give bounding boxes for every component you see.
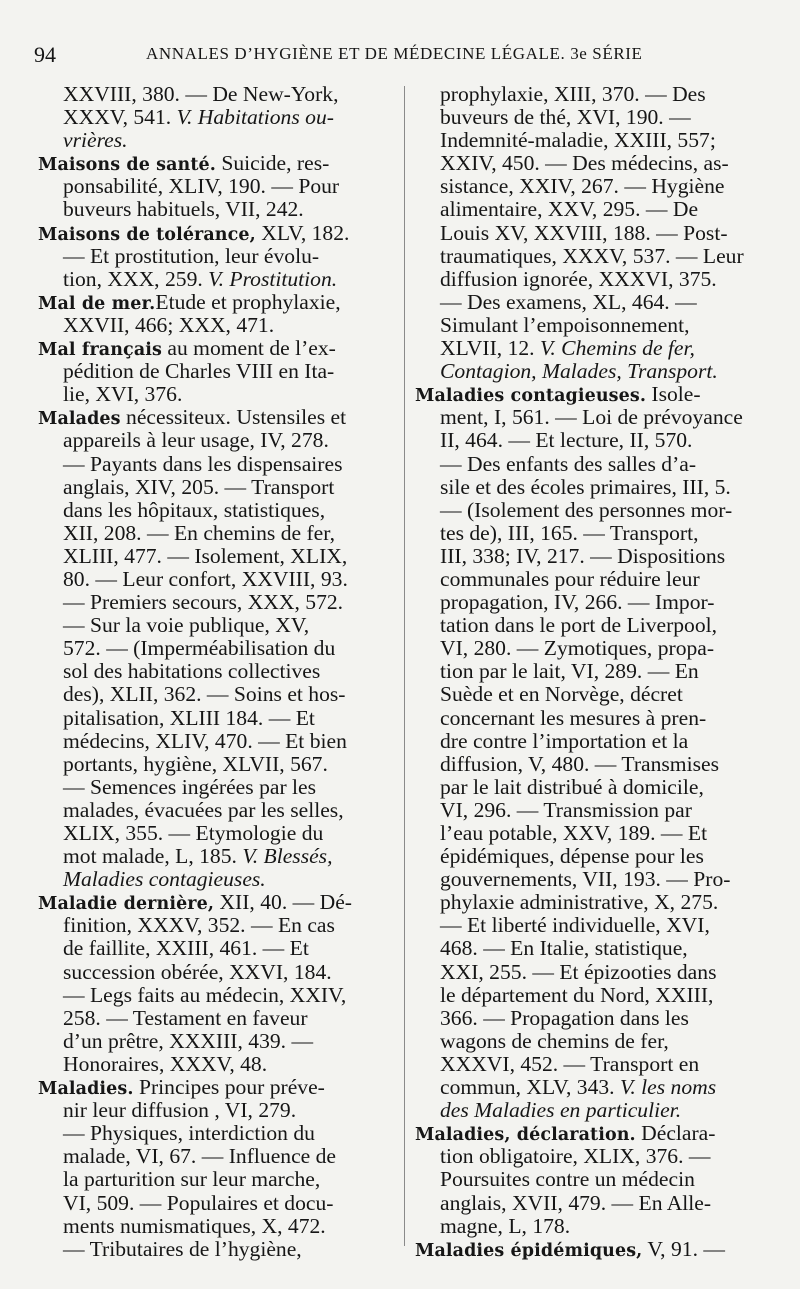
entry-text: XII, 40. — Dé- bbox=[214, 890, 352, 915]
index-line bbox=[38, 198, 394, 221]
entry-text: tation dans le port de Liverpool, bbox=[440, 613, 718, 638]
index-line bbox=[415, 822, 773, 845]
entry-text: XLIII, 477. — Isolement, XLIX, bbox=[63, 543, 348, 568]
entry-text: ments numismatiques, X, 472. bbox=[63, 1213, 326, 1238]
index-line bbox=[415, 522, 773, 545]
entry-text: buveurs habituels, VII, 242. bbox=[63, 197, 304, 222]
index-line bbox=[38, 730, 394, 753]
entry-text: sile et des écoles primaires, III, 5. bbox=[440, 474, 731, 499]
entry-text: 80. — Leur confort, XXVIII, 93. bbox=[63, 566, 348, 591]
entry-text: V, 91. — bbox=[642, 1236, 725, 1261]
entry-text: propagation, IV, 266. — Impor- bbox=[440, 590, 715, 615]
entry-text: 572. — (Imperméabilisation du bbox=[63, 636, 336, 661]
cross-reference: V. Habitations ou- bbox=[176, 105, 334, 130]
entry-text: d’un prêtre, XXXIII, 439. — bbox=[63, 1028, 314, 1053]
index-line bbox=[415, 961, 773, 984]
entry-text: diffusion, V, 480. — Transmises bbox=[440, 751, 719, 776]
entry-text: dre contre l’importation et la bbox=[440, 728, 689, 753]
entry-text: — Semences ingérées par les bbox=[63, 774, 317, 799]
entry-text: — Tributaires de l’hygiène, bbox=[63, 1236, 302, 1261]
entry-text: médecins, XLIV, 470. — Et bien bbox=[63, 728, 347, 753]
entry-text: dans les hôpitaux, statistiques, bbox=[63, 497, 326, 522]
index-line bbox=[38, 83, 394, 106]
entry-text: pédition de Charles VIII en Ita- bbox=[63, 359, 335, 384]
entry-text: traumatiques, XXXV, 537. — Leur bbox=[440, 243, 744, 268]
index-line bbox=[415, 753, 773, 776]
entry-text: II, 464. — Et lecture, II, 570. bbox=[440, 428, 693, 453]
entry-text: nécessiteux. Ustensiles et bbox=[120, 405, 347, 430]
index-line bbox=[38, 660, 394, 683]
page-header bbox=[34, 42, 774, 72]
index-line bbox=[415, 314, 773, 337]
entry-text: VI, 509. — Populaires et docu- bbox=[63, 1190, 334, 1215]
entry-text: épidémiques, dépense pour les bbox=[440, 844, 704, 869]
index-line bbox=[415, 868, 773, 891]
cross-reference: des Maladies en particulier. bbox=[440, 1098, 682, 1123]
entry-text: XXXVI, 452. — Transport en bbox=[440, 1051, 700, 1076]
index-line bbox=[415, 1030, 773, 1053]
entry-text: — Legs faits au médecin, XXIV, bbox=[63, 982, 347, 1007]
column-divider bbox=[404, 86, 405, 1246]
entry-text: 366. — Propagation dans les bbox=[440, 1005, 689, 1030]
index-line bbox=[38, 1168, 394, 1191]
entry-text: Principes pour préve- bbox=[133, 1075, 325, 1100]
index-line bbox=[415, 707, 773, 730]
index-entry-line bbox=[38, 222, 394, 245]
index-line bbox=[415, 222, 773, 245]
index-entry-line bbox=[415, 1122, 773, 1145]
cross-reference: V. les noms bbox=[619, 1075, 717, 1100]
entry-text: Etude et prophylaxie, bbox=[155, 289, 341, 314]
entry-text: des), XLII, 362. — Soins et hos- bbox=[63, 682, 346, 707]
index-line bbox=[38, 268, 394, 291]
entry-text: l’eau potable, XXV, 189. — Et bbox=[440, 821, 708, 845]
entry-keyword: Maladies épidémiques, bbox=[415, 1240, 643, 1261]
index-line bbox=[415, 637, 773, 660]
index-line bbox=[38, 1192, 394, 1215]
entry-keyword: Maladie dernière, bbox=[38, 894, 215, 915]
entry-text: magne, L, 178. bbox=[440, 1213, 571, 1238]
index-line bbox=[38, 129, 394, 152]
cross-reference: vrières. bbox=[63, 128, 128, 153]
index-line bbox=[38, 937, 394, 960]
index-line bbox=[415, 1007, 773, 1030]
running-title: ANNALES D’HYGIÈNE ET DE MÉDECINE LÉGALE. 3e SÉRIE bbox=[146, 44, 643, 63]
index-line bbox=[38, 845, 394, 868]
index-line bbox=[38, 637, 394, 660]
entry-text: de faillite, XXIII, 461. — Et bbox=[63, 936, 309, 961]
entry-text: au moment de l’ex- bbox=[161, 336, 336, 361]
index-entry-line bbox=[415, 1238, 773, 1261]
cross-reference: Contagion, Malades, Transport. bbox=[440, 359, 718, 384]
entry-text: anglais, XIV, 205. — Transport bbox=[63, 474, 335, 499]
index-line bbox=[415, 476, 773, 499]
index-line bbox=[415, 198, 773, 221]
entry-text: Louis XV, XXVIII, 188. — Post- bbox=[440, 220, 728, 245]
entry-text: Suède et en Norvège, décret bbox=[440, 682, 683, 707]
entry-text: — Physiques, interdiction du bbox=[63, 1121, 315, 1146]
index-line bbox=[38, 868, 394, 891]
entry-text: finition, XXXV, 352. — En cas bbox=[63, 913, 335, 938]
index-line bbox=[38, 545, 394, 568]
entry-text: succession obérée, XXVI, 184. bbox=[63, 959, 332, 984]
entry-text: gouvernements, VII, 193. — Pro- bbox=[440, 867, 731, 892]
index-line bbox=[415, 1168, 773, 1191]
entry-keyword: Maladies contagieuses. bbox=[415, 386, 647, 407]
entry-text: — Payants dans les dispensaires bbox=[63, 451, 343, 476]
index-line bbox=[38, 1215, 394, 1238]
entry-text: — Premiers secours, XXX, 572. bbox=[63, 590, 344, 615]
index-line bbox=[415, 175, 773, 198]
index-line bbox=[415, 776, 773, 799]
index-line bbox=[415, 937, 773, 960]
cross-reference: V. Blessés, bbox=[242, 844, 333, 869]
index-line bbox=[415, 83, 773, 106]
index-line bbox=[415, 360, 773, 383]
entry-text: Suicide, res- bbox=[215, 151, 330, 176]
entry-text: XXXV, 541. bbox=[63, 105, 177, 130]
entry-text: appareils à leur usage, IV, 278. bbox=[63, 428, 329, 453]
entry-keyword: Maisons de santé. bbox=[38, 155, 216, 176]
entry-text: XLVII, 12. bbox=[440, 336, 540, 361]
entry-text: communales pour réduire leur bbox=[440, 566, 700, 591]
entry-text: lie, XVI, 376. bbox=[63, 382, 183, 407]
entry-text: Déclara- bbox=[635, 1121, 716, 1146]
entry-text: VI, 280. — Zymotiques, propa- bbox=[440, 636, 715, 661]
entry-text: diffusion ignorée, XXXVI, 375. bbox=[440, 266, 717, 291]
entry-keyword: Maladies, déclaration. bbox=[415, 1125, 636, 1146]
index-line bbox=[38, 476, 394, 499]
index-line bbox=[38, 1238, 394, 1261]
index-line bbox=[415, 568, 773, 591]
index-line bbox=[415, 152, 773, 175]
right-column bbox=[415, 83, 773, 1261]
entry-text: tes de), III, 165. — Transport, bbox=[440, 520, 699, 545]
entry-text: ponsabilité, XLIV, 190. — Pour bbox=[63, 174, 340, 199]
index-line bbox=[415, 1215, 773, 1238]
index-line bbox=[38, 683, 394, 706]
index-line bbox=[415, 245, 773, 268]
entry-text: commun, XLV, 343. bbox=[440, 1075, 620, 1100]
entry-text: portants, hygiène, XLVII, 567. bbox=[63, 751, 328, 776]
entry-text: ment, I, 561. — Loi de prévoyance bbox=[440, 405, 743, 430]
index-line bbox=[415, 406, 773, 429]
index-line bbox=[415, 453, 773, 476]
index-line bbox=[415, 1099, 773, 1122]
index-line bbox=[38, 914, 394, 937]
entry-text: pitalisation, XLIII 184. — Et bbox=[63, 705, 315, 730]
index-line bbox=[415, 291, 773, 314]
entry-text: — Des examens, XL, 464. — bbox=[440, 289, 697, 314]
entry-text: XLIX, 355. — Etymologie du bbox=[63, 821, 324, 845]
entry-text: 258. — Testament en faveur bbox=[63, 1005, 308, 1030]
entry-text: — Sur la voie publique, XV, bbox=[63, 613, 310, 638]
index-line bbox=[415, 683, 773, 706]
entry-text: Isole- bbox=[646, 382, 701, 407]
entry-text: concernant les mesures à pren- bbox=[440, 705, 707, 730]
entry-text: XXI, 255. — Et épizooties dans bbox=[440, 959, 717, 984]
index-line bbox=[38, 961, 394, 984]
entry-keyword: Mal de mer. bbox=[38, 293, 156, 314]
cross-reference: Maladies contagieuses. bbox=[63, 867, 266, 892]
index-line bbox=[415, 984, 773, 1007]
index-line bbox=[415, 106, 773, 129]
index-line bbox=[38, 1053, 394, 1076]
entry-text: la parturition sur leur marche, bbox=[63, 1167, 321, 1192]
entry-text: prophylaxie, XIII, 370. — Des bbox=[440, 82, 706, 106]
entry-text: wagons de chemins de fer, bbox=[440, 1028, 669, 1053]
index-entry-line bbox=[38, 406, 394, 429]
entry-text: Poursuites contre un médecin bbox=[440, 1167, 695, 1192]
entry-text: tion par le lait, VI, 289. — En bbox=[440, 659, 699, 684]
index-line bbox=[415, 799, 773, 822]
entry-text: le département du Nord, XXIII, bbox=[440, 982, 714, 1007]
entry-text: — Et liberté individuelle, XVI, bbox=[440, 913, 710, 938]
entry-text: XXIV, 450. — Des médecins, as- bbox=[440, 151, 729, 176]
entry-keyword: Maladies. bbox=[38, 1079, 134, 1100]
index-line bbox=[38, 776, 394, 799]
page-number: 94 bbox=[34, 42, 56, 67]
index-line bbox=[38, 591, 394, 614]
index-line bbox=[38, 1099, 394, 1122]
index-line bbox=[38, 984, 394, 1007]
entry-text: buveurs de thé, XVI, 190. — bbox=[440, 105, 691, 130]
index-line bbox=[38, 753, 394, 776]
index-line bbox=[38, 1030, 394, 1053]
entry-text: VI, 296. — Transmission par bbox=[440, 797, 692, 822]
index-line bbox=[415, 914, 773, 937]
cross-reference: V. Prostitution. bbox=[208, 266, 338, 291]
index-line bbox=[415, 845, 773, 868]
entry-text: nir leur diffusion , VI, 279. bbox=[63, 1098, 297, 1123]
index-line bbox=[38, 314, 394, 337]
entry-text: par le lait distribué à domicile, bbox=[440, 774, 704, 799]
index-entry-line bbox=[38, 152, 394, 175]
index-line bbox=[38, 499, 394, 522]
index-line bbox=[415, 499, 773, 522]
entry-text: anglais, XVII, 479. — En Alle- bbox=[440, 1190, 712, 1215]
index-line bbox=[38, 175, 394, 198]
entry-keyword: Malades bbox=[38, 409, 121, 430]
entry-text: XLV, 182. bbox=[255, 220, 350, 245]
index-line bbox=[415, 545, 773, 568]
index-line bbox=[415, 1145, 773, 1168]
index-line bbox=[415, 891, 773, 914]
index-entry-line bbox=[38, 891, 394, 914]
entry-text: — (Isolement des personnes mor- bbox=[440, 497, 733, 522]
index-line bbox=[38, 106, 394, 129]
index-line bbox=[38, 1122, 394, 1145]
entry-keyword: Maisons de tolérance, bbox=[38, 224, 256, 245]
index-line bbox=[38, 1145, 394, 1168]
entry-text: Simulant l’empoisonnement, bbox=[440, 312, 690, 337]
entry-text: XII, 208. — En chemins de fer, bbox=[63, 520, 335, 545]
entry-text: 468. — En Italie, statistique, bbox=[440, 936, 688, 961]
index-line bbox=[415, 591, 773, 614]
index-line bbox=[415, 1053, 773, 1076]
index-line bbox=[415, 660, 773, 683]
index-entry-line bbox=[38, 1076, 394, 1099]
index-line bbox=[415, 129, 773, 152]
index-line bbox=[415, 730, 773, 753]
index-line bbox=[38, 799, 394, 822]
left-column bbox=[38, 83, 394, 1261]
entry-text: sistance, XXIV, 267. — Hygiène bbox=[440, 174, 725, 199]
entry-text: — Des enfants des salles d’a- bbox=[440, 451, 697, 476]
index-line bbox=[38, 614, 394, 637]
entry-text: alimentaire, XXV, 295. — De bbox=[440, 197, 699, 222]
entry-keyword: Mal français bbox=[38, 340, 162, 361]
entry-text: tion, XXX, 259. bbox=[63, 266, 209, 291]
entry-text: Indemnité-maladie, XXIII, 557; bbox=[440, 128, 716, 153]
index-line bbox=[38, 429, 394, 452]
entry-text: malade, VI, 67. — Influence de bbox=[63, 1144, 337, 1169]
index-line bbox=[415, 614, 773, 637]
index-line bbox=[38, 707, 394, 730]
entry-text: malades, évacuées par les selles, bbox=[63, 797, 344, 822]
entry-text: III, 338; IV, 217. — Dispositions bbox=[440, 543, 726, 568]
index-line bbox=[38, 1007, 394, 1030]
index-entry-line bbox=[415, 383, 773, 406]
index-entry-line bbox=[38, 291, 394, 314]
entry-text: phylaxie administrative, X, 275. bbox=[440, 890, 719, 915]
index-line bbox=[38, 568, 394, 591]
index-line bbox=[415, 337, 773, 360]
index-line bbox=[38, 522, 394, 545]
index-line bbox=[38, 822, 394, 845]
cross-reference: V. Chemins de fer, bbox=[539, 336, 695, 361]
index-line bbox=[38, 383, 394, 406]
entry-text: — Et prostitution, leur évolu- bbox=[63, 243, 320, 268]
index-line bbox=[415, 429, 773, 452]
entry-text: sol des habitations collectives bbox=[63, 659, 321, 684]
index-line bbox=[38, 453, 394, 476]
index-line bbox=[38, 360, 394, 383]
entry-text: tion obligatoire, XLIX, 376. — bbox=[440, 1144, 711, 1169]
index-line bbox=[415, 1192, 773, 1215]
entry-text: XXVII, 466; XXX, 471. bbox=[63, 312, 275, 337]
index-entry-line bbox=[38, 337, 394, 360]
entry-text: mot malade, L, 185. bbox=[63, 844, 243, 869]
entry-text: XXVIII, 380. — De New-York, bbox=[63, 82, 339, 106]
index-line bbox=[415, 1076, 773, 1099]
index-line bbox=[415, 268, 773, 291]
index-line bbox=[38, 245, 394, 268]
entry-text: Honoraires, XXXV, 48. bbox=[63, 1051, 268, 1076]
